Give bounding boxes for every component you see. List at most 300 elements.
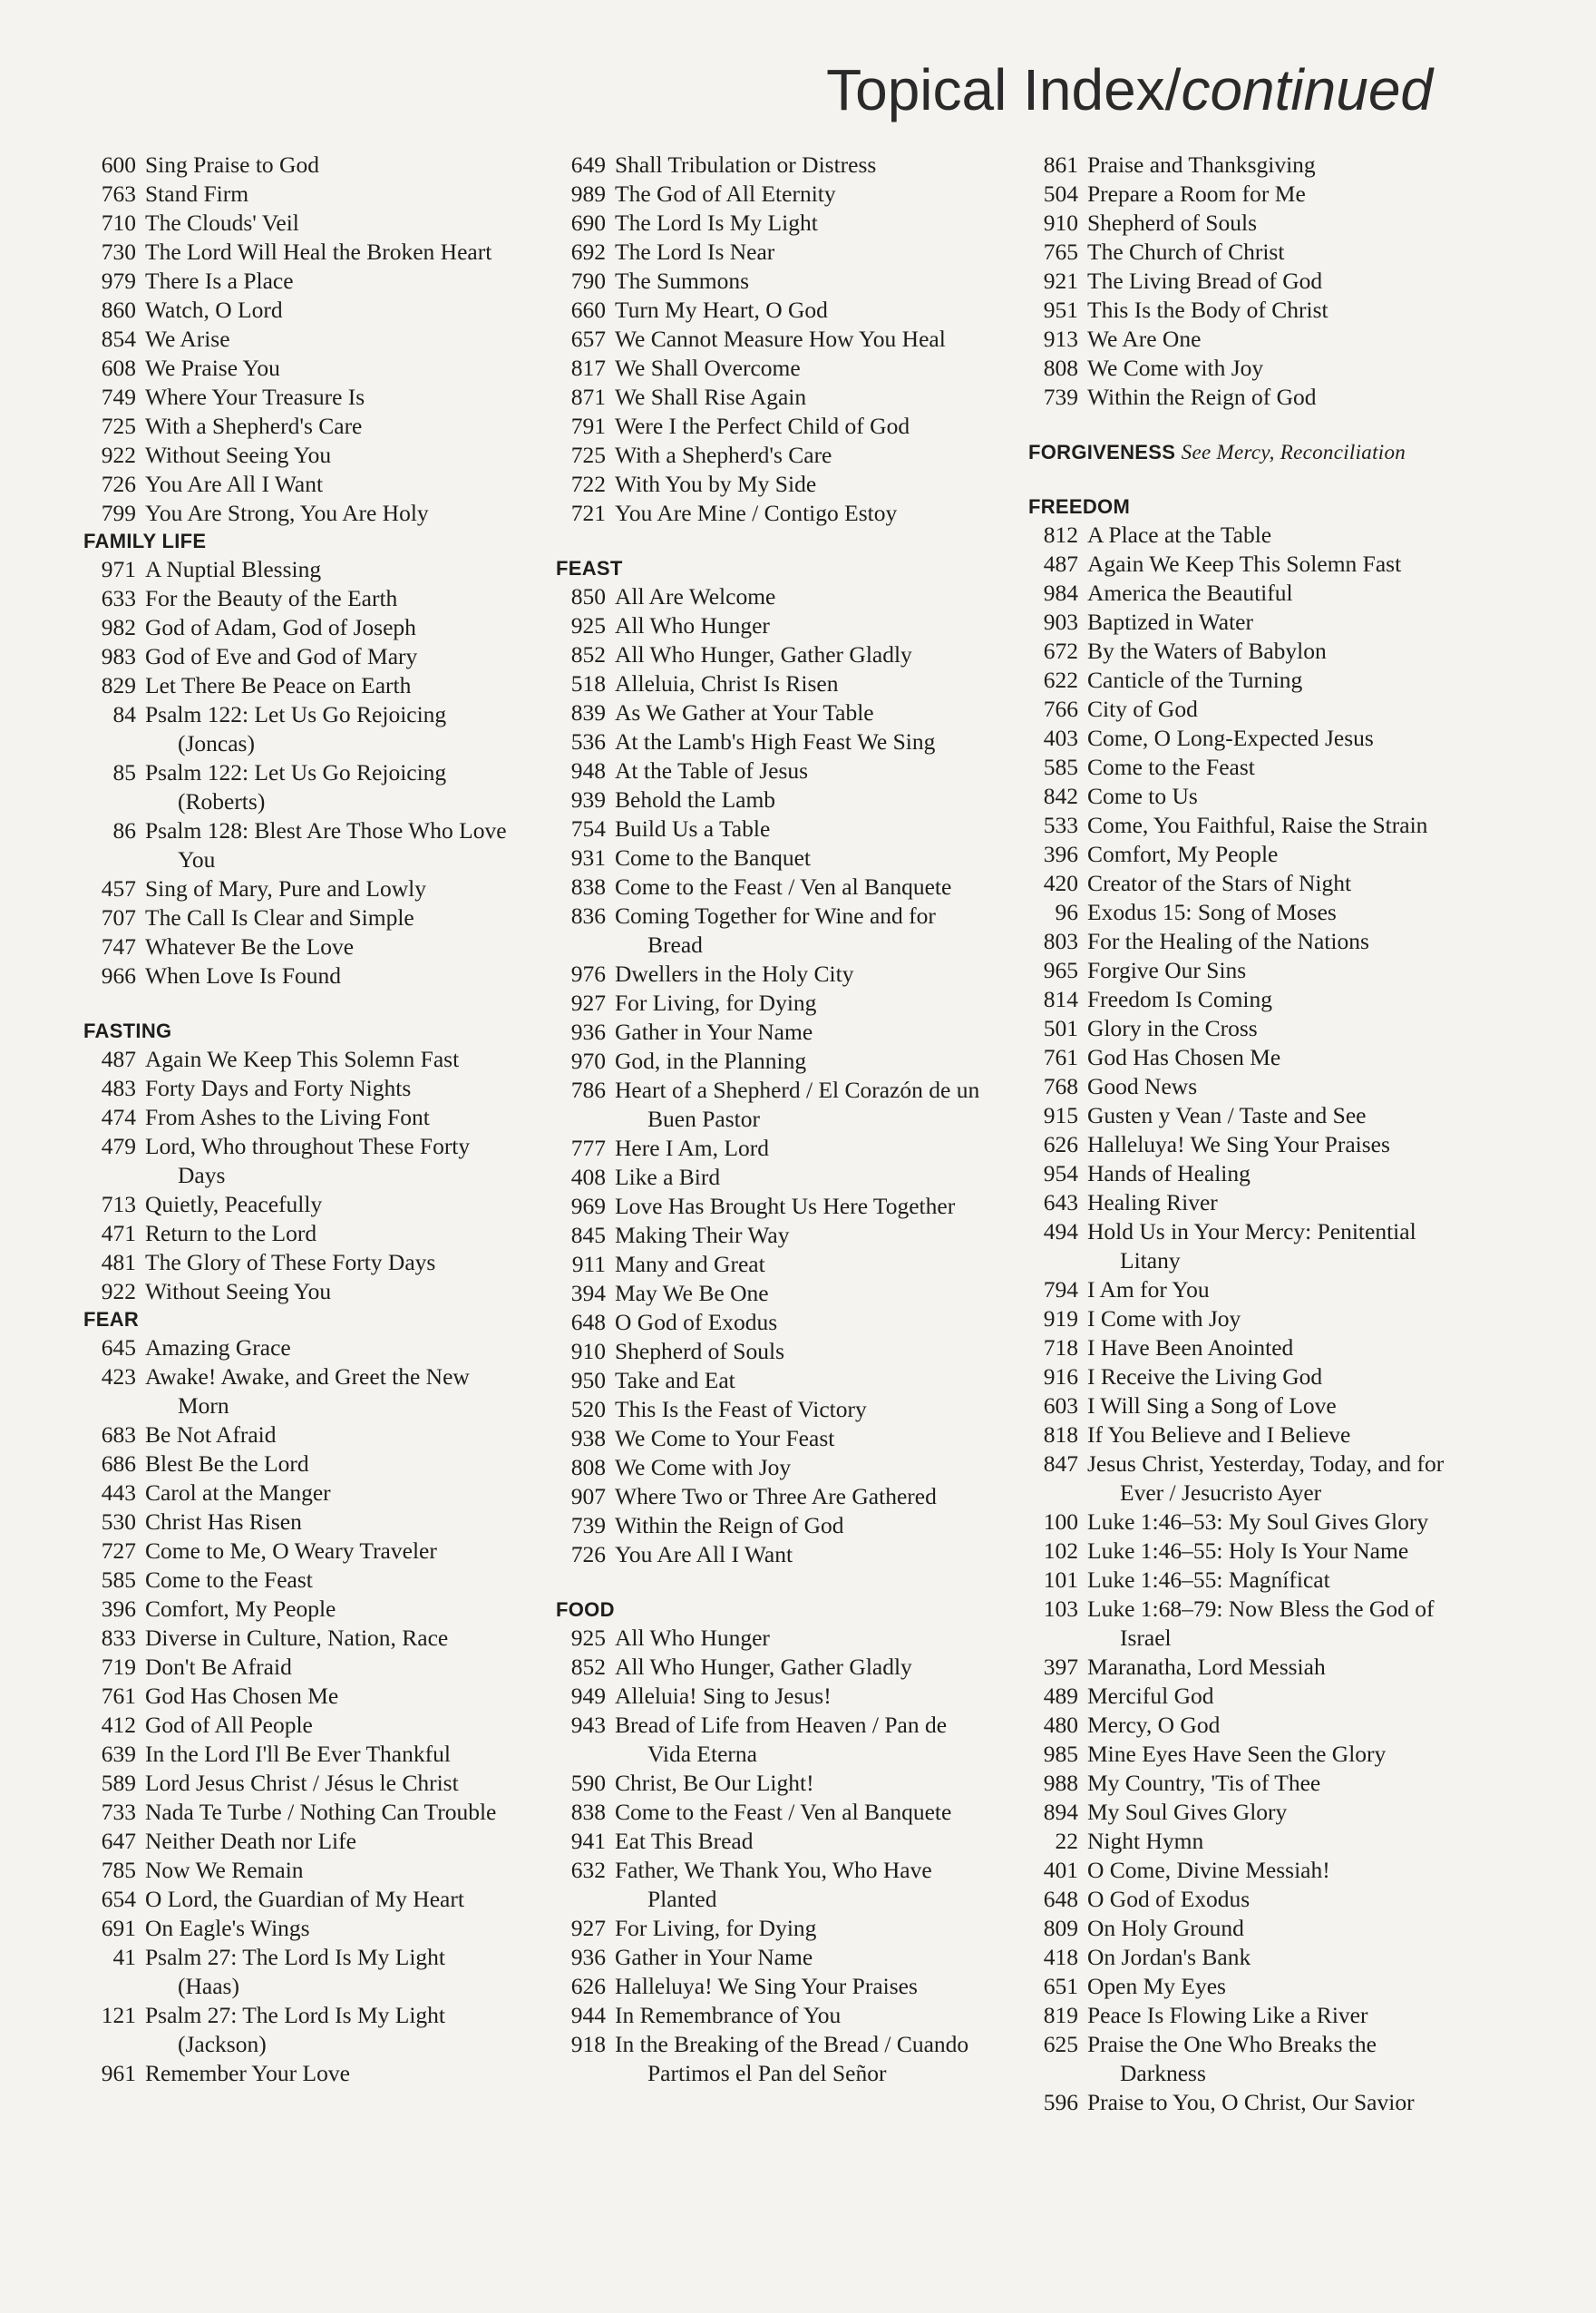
index-entry [83,816,510,874]
index-entry [1028,869,1445,898]
hymn-title: Exodus 15: Song of Moses [1087,899,1337,925]
hymn-number: 790 [570,268,606,294]
hymn-title: On Jordan's Bank [1087,1944,1251,1970]
index-entry [556,1972,991,2001]
hymn-number: 799 [101,500,136,526]
topic-heading [1028,493,1445,521]
hymn-number: 585 [1043,754,1078,780]
hymn-number: 982 [101,614,136,640]
index-entry [83,1219,510,1248]
index-entry [1028,1769,1445,1798]
hymn-title: Sing of Mary, Pure and Lowly [145,875,426,902]
hymn-title: Merciful God [1087,1683,1214,1709]
index-entry [1028,267,1445,296]
hymn-number: 910 [570,1338,606,1364]
hymn-title: Remember Your Love [145,2060,350,2086]
hymn-title: O God of Exodus [615,1309,778,1335]
hymn-number: 690 [570,210,606,236]
hymn-title: For the Beauty of the Earth [145,585,398,611]
hymn-number: 41 [112,1944,136,1970]
hymn-number: 833 [101,1625,136,1651]
index-entry [1028,1159,1445,1188]
hymn-title: For the Healing of the Nations [1087,928,1369,954]
index-entry [1028,1827,1445,1856]
hymn-number: 985 [1043,1741,1078,1767]
hymn-title: I Receive the Living God [1087,1363,1323,1390]
hymn-number: 718 [1043,1334,1078,1361]
hymn-title: God Has Chosen Me [1087,1044,1281,1070]
index-entry [1028,782,1445,811]
hymn-title: Return to the Lord [145,1220,317,1246]
index-entry [1028,354,1445,383]
section-spacer [83,991,510,1018]
index-entry [83,932,510,961]
hymn-title: Baptized in Water [1087,609,1253,635]
index-entry [1028,579,1445,608]
index-entry [83,903,510,932]
hymn-number: 625 [1043,2031,1078,2057]
hymn-number: 983 [101,643,136,669]
hymn-number: 501 [1043,1015,1078,1041]
hymn-number: 403 [1043,725,1078,751]
hymn-number: 817 [570,355,606,381]
hymn-number: 100 [1043,1508,1078,1535]
index-entry [83,642,510,671]
index-entry [1028,151,1445,180]
hymn-number: 907 [570,1483,606,1509]
hymn-number: 713 [101,1191,136,1217]
index-entry [1028,1449,1445,1508]
hymn-title: A Place at the Table [1087,522,1272,548]
index-entry [556,1653,991,1682]
section-spacer [1028,412,1445,439]
index-entry [1028,550,1445,579]
hymn-title: Come to the Feast / Ven al Banquete [615,873,952,900]
hymn-title: This Is the Body of Christ [1087,297,1328,323]
hymn-number: 921 [1043,268,1078,294]
hymn-title: We Come with Joy [615,1454,792,1480]
hymn-title: Where Your Treasure Is [145,384,365,410]
hymn-title: The Clouds' Veil [145,210,299,236]
hymn-title: Within the Reign of God [1087,384,1317,410]
hymn-title: My Country, 'Tis of Thee [1087,1770,1321,1796]
hymn-number: 911 [571,1251,606,1277]
index-entry [556,873,991,902]
index-entry [556,1827,991,1856]
hymn-number: 984 [1043,580,1078,606]
hymn-number: 408 [570,1164,606,1190]
hymn-number: 794 [1043,1276,1078,1303]
hymn-title: The Call Is Clear and Simple [145,904,414,931]
hymn-number: 651 [1043,1973,1078,1999]
hymn-number: 672 [1043,638,1078,664]
hymn-title: Turn My Heart, O God [615,297,828,323]
index-entry [1028,1856,1445,1885]
hymn-title: For Living, for Dying [615,1915,817,1941]
hymn-number: 936 [570,1944,606,1970]
hymn-title: Gather in Your Name [615,1944,813,1970]
index-entry [83,1711,510,1740]
index-entry [556,1221,991,1250]
hymn-number: 761 [1043,1044,1078,1070]
hymn-title: The God of All Eternity [615,181,836,207]
index-entry [83,1362,510,1420]
hymn-title: A Nuptial Blessing [145,556,322,582]
hymn-title: Stand Firm [145,181,249,207]
index-entry [1028,1362,1445,1391]
index-entry [83,1682,510,1711]
hymn-number: 970 [570,1048,606,1074]
hymn-number: 85 [112,759,136,786]
index-entry [83,180,510,209]
index-entry [556,1482,991,1511]
index-entry [83,1103,510,1132]
index-entry [1028,209,1445,238]
hymn-number: 931 [570,844,606,871]
section-spacer [556,528,991,555]
hymn-title: Within the Reign of God [615,1512,844,1538]
hymn-number: 971 [101,556,136,582]
index-entry [83,1537,510,1566]
hymn-title: I Am for You [1087,1276,1210,1303]
hymn-title: Watch, O Lord [145,297,283,323]
index-entry [83,555,510,584]
hymn-number: 749 [101,384,136,410]
hymn-title: Praise the One Who Breaks the Darkness [1087,2031,1377,2086]
hymn-title: Alleluia! Sing to Jesus! [615,1683,832,1709]
hymn-number: 121 [101,2002,136,2028]
hymn-title: Diverse in Culture, Nation, Race [145,1625,449,1651]
index-entry [83,1624,510,1653]
hymn-number: 916 [1043,1363,1078,1390]
hymn-title: With You by My Side [615,471,817,497]
index-entry [1028,1333,1445,1362]
hymn-number: 836 [570,903,606,929]
hymn-title: In the Lord I'll Be Ever Thankful [145,1741,451,1767]
hymn-number: 948 [570,757,606,784]
hymn-number: 860 [101,297,136,323]
hymn-title: My Soul Gives Glory [1087,1799,1288,1825]
hymn-number: 589 [101,1770,136,1796]
index-entry [556,1279,991,1308]
hymn-number: 950 [570,1367,606,1393]
index-entry [83,325,510,354]
topic-heading [1028,439,1445,466]
index-entry [1028,1043,1445,1072]
hymn-number: 721 [570,500,606,526]
index-entry [556,296,991,325]
hymn-number: 626 [570,1973,606,1999]
hymn-number: 730 [101,239,136,265]
hymn-title: God, in the Planning [615,1048,807,1074]
index-entry [556,1018,991,1047]
index-entry [1028,1275,1445,1304]
hymn-title: There Is a Place [145,268,294,294]
hymn-number: 966 [101,962,136,989]
index-entry [83,209,510,238]
hymn-title: The Lord Will Heal the Broken Heart [145,239,492,265]
hymn-number: 474 [101,1104,136,1130]
index-entry [556,1624,991,1653]
hymn-number: 754 [570,815,606,842]
hymn-title: The Living Bread of God [1087,268,1323,294]
hymn-number: 412 [101,1712,136,1738]
hymn-title: Where Two or Three Are Gathered [615,1483,937,1509]
hymn-number: 22 [1055,1828,1078,1854]
hymn-number: 96 [1055,899,1078,925]
hymn-number: 854 [101,326,136,352]
hymn-number: 418 [1043,1944,1078,1970]
hymn-title: At the Lamb's High Feast We Sing [615,728,936,755]
hymn-title: We Shall Rise Again [615,384,807,410]
index-entry [556,1192,991,1221]
topic-heading [556,555,991,582]
hymn-number: 808 [1043,355,1078,381]
hymn-title: All Who Hunger [615,1625,770,1651]
index-entry [83,613,510,642]
hymn-title: Nada Te Turbe / Nothing Can Trouble [145,1799,497,1825]
topic-heading-label: FEAST [556,557,623,580]
index-entry [1028,2030,1445,2088]
hymn-title: Behold the Lamb [615,786,776,813]
hymn-number: 949 [570,1683,606,1709]
hymn-number: 487 [101,1046,136,1072]
index-entry [556,441,991,470]
index-entry [83,1449,510,1479]
hymn-title: Psalm 27: The Lord Is My Light (Jackson) [145,2002,446,2057]
hymn-number: 518 [570,670,606,697]
index-entry [1028,608,1445,637]
hymn-number: 533 [1043,812,1078,838]
hymn-title: Alleluia, Christ Is Risen [615,670,839,697]
hymn-title: Christ Has Risen [145,1508,302,1535]
hymn-number: 903 [1043,609,1078,635]
index-entry [1028,1391,1445,1420]
topic-heading-label: FASTING [83,1020,172,1042]
hymn-number: 918 [570,2031,606,2057]
index-entry [1028,1420,1445,1449]
hymn-title: Come, You Faithful, Raise the Strain [1087,812,1428,838]
index-entry [83,1595,510,1624]
hymn-title: I Come with Joy [1087,1305,1241,1332]
hymn-number: 423 [101,1363,136,1390]
index-entry [1028,1130,1445,1159]
hymn-title: Come, O Long-Expected Jesus [1087,725,1374,751]
hymn-title: Night Hymn [1087,1828,1204,1854]
index-entry [83,700,510,758]
hymn-title: Mercy, O God [1087,1712,1221,1738]
hymn-number: 925 [570,612,606,639]
hymn-title: Luke 1:46–55: Magníficat [1087,1566,1330,1593]
hymn-number: 925 [570,1625,606,1651]
hymn-title: Open My Eyes [1087,1973,1226,1999]
index-entry [1028,637,1445,666]
hymn-number: 913 [1043,326,1078,352]
hymn-number: 622 [1043,667,1078,693]
index-entry [1028,898,1445,927]
index-entry [83,1740,510,1769]
hymn-number: 938 [570,1425,606,1451]
hymn-title: Psalm 122: Let Us Go Rejoicing (Roberts) [145,759,447,815]
hymn-title: Forgive Our Sins [1087,957,1247,983]
index-entry [1028,985,1445,1014]
hymn-number: 639 [101,1741,136,1767]
index-entry [556,1540,991,1569]
index-entry [83,874,510,903]
index-entry [556,1943,991,1972]
hymn-title: Gusten y Vean / Taste and See [1087,1102,1367,1128]
index-entry [1028,1682,1445,1711]
hymn-title: Psalm 122: Let Us Go Rejoicing (Joncas) [145,701,447,756]
hymn-title: This Is the Feast of Victory [615,1396,867,1422]
index-entry [556,1856,991,1914]
index-entry [83,151,510,180]
index-entry [556,640,991,669]
index-entry [83,1479,510,1508]
index-entry [556,1337,991,1366]
hymn-number: 84 [112,701,136,727]
index-entry [556,209,991,238]
index-entry [1028,1595,1445,1653]
index-entry [556,1366,991,1395]
hymn-title: God of Adam, God of Joseph [145,614,416,640]
index-entry [556,1250,991,1279]
index-entry [83,671,510,700]
hymn-title: All Are Welcome [615,583,776,610]
hymn-number: 590 [570,1770,606,1796]
hymn-title: Don't Be Afraid [145,1654,292,1680]
hymn-number: 726 [101,471,136,497]
index-entry [556,383,991,412]
index-entry [83,412,510,441]
index-entry [556,1798,991,1827]
hymn-title: From Ashes to the Living Font [145,1104,430,1130]
hymn-number: 648 [1043,1886,1078,1912]
index-entry [1028,956,1445,985]
hymn-number: 483 [101,1075,136,1101]
topic-heading-label: FREEDOM [1028,495,1131,518]
hymn-title: Father, We Thank You, Who Have Planted [615,1857,932,1912]
topic-heading [83,1018,510,1045]
hymn-number: 489 [1043,1683,1078,1709]
index-entry [556,1134,991,1163]
hymn-number: 494 [1043,1218,1078,1244]
index-entry [1028,1943,1445,1972]
hymn-title: Without Seeing You [145,442,332,468]
hymn-title: Now We Remain [145,1857,304,1883]
index-entry [1028,1740,1445,1769]
hymn-number: 809 [1043,1915,1078,1941]
hymn-title: Praise and Thanksgiving [1087,151,1316,178]
hymn-number: 939 [570,786,606,813]
hymn-number: 969 [570,1193,606,1219]
hymn-title: Hold Us in Your Mercy: Penitential Litany [1087,1218,1416,1274]
hymn-title: Shall Tribulation or Distress [615,151,877,178]
hymn-title: Eat This Bread [615,1828,754,1854]
hymn-number: 976 [570,961,606,987]
hymn-number: 725 [101,413,136,439]
index-entry [83,1420,510,1449]
index-column-2 [556,151,991,2088]
hymn-number: 839 [570,699,606,726]
index-entry [83,1769,510,1798]
hymn-number: 487 [1043,551,1078,577]
hymn-number: 603 [1043,1392,1078,1419]
index-entry [83,267,510,296]
hymn-number: 722 [570,471,606,497]
topic-heading [83,1306,510,1333]
index-entry [556,180,991,209]
index-entry [1028,1914,1445,1943]
index-entry [83,1653,510,1682]
hymn-title: Luke 1:68–79: Now Bless the God of Israel [1087,1596,1435,1651]
hymn-title: Bread of Life from Heaven / Pan de Vida Eterna [615,1712,948,1767]
index-entry [83,1856,510,1885]
hymn-title: Build Us a Table [615,815,771,842]
hymn-number: 420 [1043,870,1078,896]
index-entry [556,1511,991,1540]
hymn-title: Carol at the Manger [145,1479,331,1506]
index-entry [556,1711,991,1769]
hymn-title: Luke 1:46–55: Holy Is Your Name [1087,1537,1409,1564]
hymn-title: May We Be One [615,1280,769,1306]
hymn-title: Shepherd of Souls [615,1338,784,1364]
hymn-title: City of God [1087,696,1198,722]
hymn-number: 954 [1043,1160,1078,1186]
hymn-title: Mine Eyes Have Seen the Glory [1087,1741,1387,1767]
topic-heading-label: FOOD [556,1598,615,1621]
hymn-title: We Cannot Measure How You Heal [615,326,946,352]
hymn-title: Praise to You, O Christ, Our Savior [1087,2089,1415,2115]
hymn-title: Lord Jesus Christ / Jésus le Christ [145,1770,459,1796]
index-entry [1028,1014,1445,1043]
index-entry [1028,1537,1445,1566]
hymn-title: Blest Be the Lord [145,1450,309,1477]
hymn-number: 643 [1043,1189,1078,1215]
index-entry [1028,1508,1445,1537]
hymn-number: 988 [1043,1770,1078,1796]
hymn-title: Let There Be Peace on Earth [145,672,412,698]
page-title-continued: continued [1181,57,1433,122]
hymn-number: 936 [570,1019,606,1045]
hymn-number: 768 [1043,1073,1078,1099]
hymn-number: 739 [570,1512,606,1538]
hymn-number: 692 [570,239,606,265]
hymn-number: 791 [570,413,606,439]
index-entry [556,1682,991,1711]
hymn-number: 852 [570,641,606,668]
hymn-title: Many and Great [615,1251,765,1277]
hymn-title: Psalm 128: Blest Are Those Who Love You [145,817,507,873]
hymn-number: 861 [1043,151,1078,178]
hymn-title: We Are One [1087,326,1202,352]
hymn-title: By the Waters of Babylon [1087,638,1327,664]
hymn-title: God of Eve and God of Mary [145,643,418,669]
hymn-number: 922 [101,1278,136,1304]
index-entry [1028,383,1445,412]
hymn-number: 725 [570,442,606,468]
hymn-number: 739 [1043,384,1078,410]
index-entry [83,296,510,325]
hymn-number: 845 [570,1222,606,1248]
index-entry [556,2001,991,2030]
hymn-number: 812 [1043,522,1078,548]
hymn-number: 397 [1043,1654,1078,1680]
hymn-title: God Has Chosen Me [145,1683,339,1709]
hymn-number: 871 [570,384,606,410]
index-entry [556,1914,991,1943]
index-entry [556,267,991,296]
